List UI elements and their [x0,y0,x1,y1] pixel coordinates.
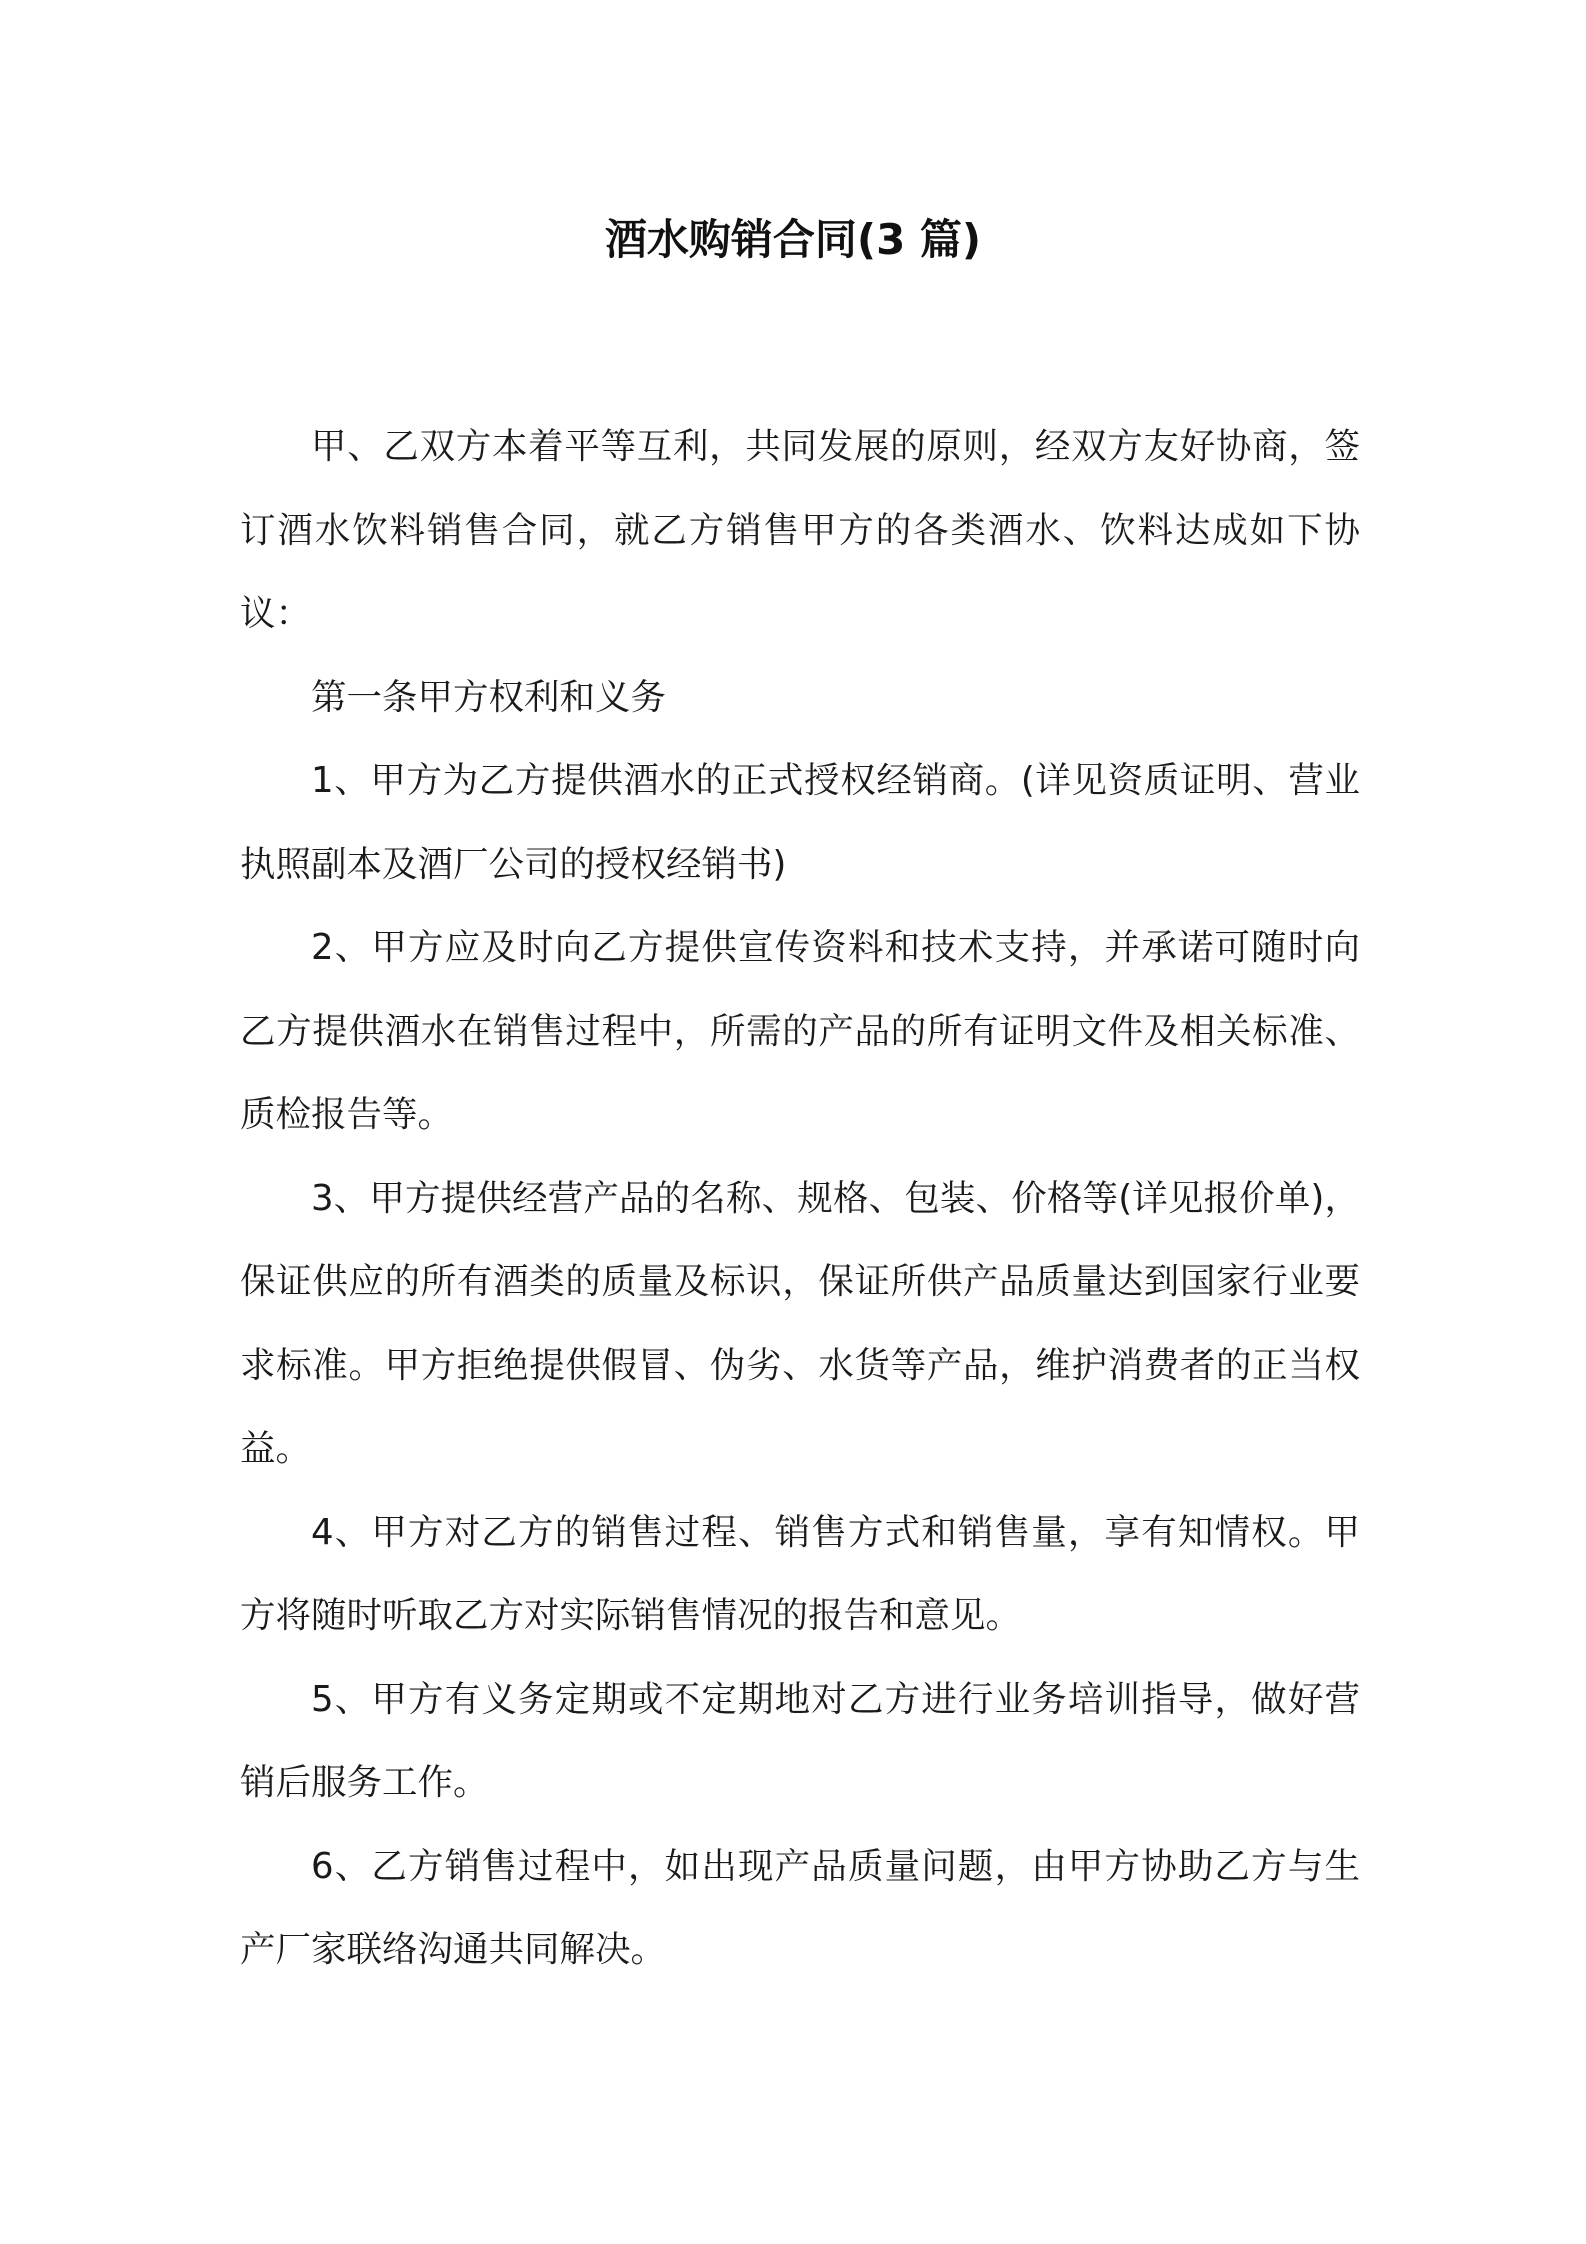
clause-item-3: 3、甲方提供经营产品的名称、规格、包装、价格等(详见报价单)，保证供应的所有酒类的质量及标识，保证所供产品质量达到国家行业要求标准。甲方拒绝提供假冒、伪劣、水货等产品，维护消费者的正当权益。 [240,1177,1360,1469]
clause-item-6: 6、乙方销售过程中，如出现产品质量问题，由甲方协助乙方与生产厂家联络沟通共同解决。 [240,1845,1360,1970]
paragraph-intro: 甲、乙双方本着平等互利，共同发展的原则，经双方友好协商，签订酒水饮料销售合同，就乙方销售甲方的各类酒水、饮料达成如下协议： [240,426,1360,634]
clause-item-4: 4、甲方对乙方的销售过程、销售方式和销售量，享有知情权。甲方将随时听取乙方对实际销售情况的报告和意见。 [240,1511,1360,1636]
document-body [240,405,1360,1992]
section-heading: 第一条甲方权利和义务 [311,676,667,718]
clause-item-1: 1、甲方为乙方提供酒水的正式授权经销商。(详见资质证明、营业执照副本及酒厂公司的授权经销书) [240,760,1360,885]
document-title: 酒水购销合同(3 篇) [604,215,982,264]
clause-item-5: 5、甲方有义务定期或不定期地对乙方进行业务培训指导，做好营销后服务工作。 [240,1678,1360,1803]
clause-item-2: 2、甲方应及时向乙方提供宣传资料和技术支持，并承诺可随时向乙方提供酒水在销售过程中，所需的产品的所有证明文件及相关标准、质检报告等。 [240,927,1360,1135]
